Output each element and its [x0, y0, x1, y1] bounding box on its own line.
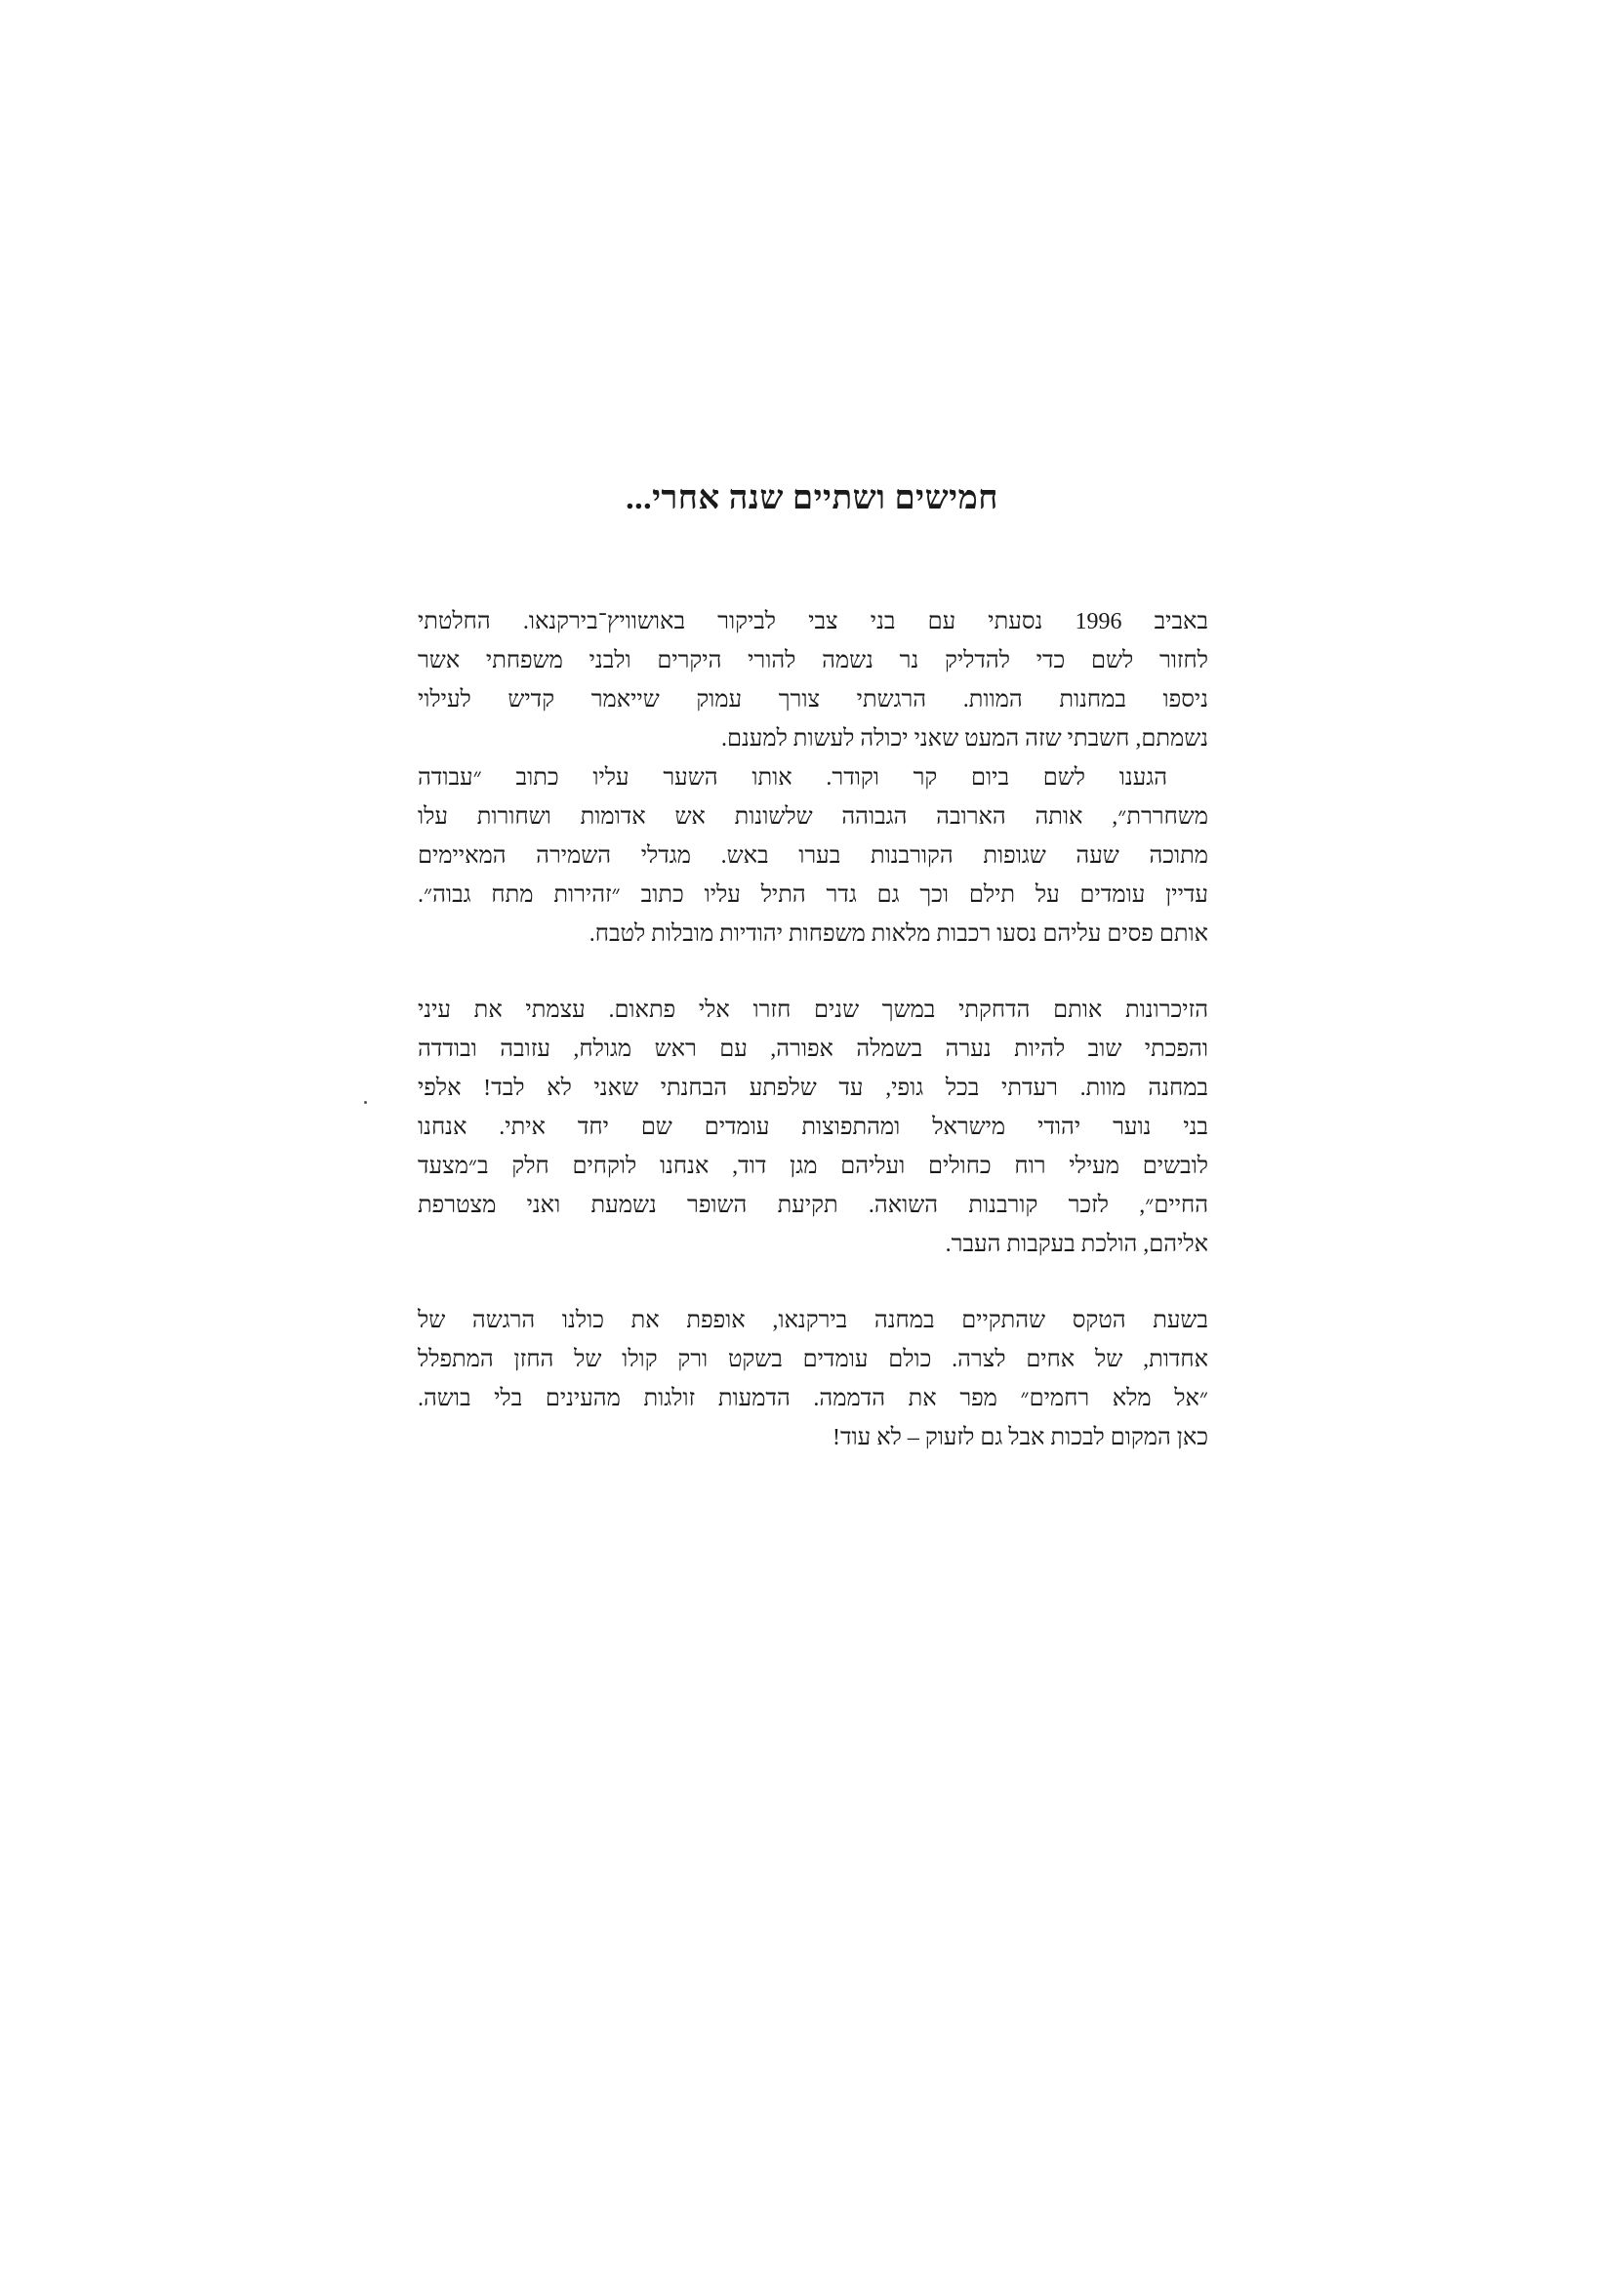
text-line: החיים״, לזכר קורבנות השואה. תקיעת השופר נשמעת ואני מצטרפת: [418, 1193, 1208, 1218]
text-line: באביב 1996 נסעתי עם בני צבי לביקור באושוויץ־בירקנאו. החלטתי: [418, 609, 1208, 634]
paragraph-3: [418, 991, 1208, 1264]
text-line: ״אל מלא רחמים״ מפר את הדממה. הדמעות זולגות מהעינים בלי בושה.: [418, 1386, 1208, 1411]
text-line: והפכתי שוב להיות נערה בשמלה אפורה, עם ראש מגולח, עזובה ובודדה: [418, 1037, 1208, 1062]
page-title: חמישים ושתיים שנה אחרי...: [626, 480, 998, 516]
text-line: מתוכה שעה שגופות הקורבנות בערו באש. מגדלי השמירה המאיימים: [418, 843, 1208, 869]
text-line: אליהם, הולכת בעקבות העבר.: [945, 1232, 1208, 1257]
text-line: אותם פסים עליהם נסעו רכבות מלאות משפחות יהודיות מובלות לטבח.: [589, 921, 1208, 947]
text-line: אחדות, של אחים לצרה. כולם עומדים בשקט ורק קולו של החזן המתפלל: [418, 1347, 1208, 1372]
scan-speck: [364, 1101, 367, 1104]
text-line: בני נוער יהודי מישראל ומהתפוצות עומדים שם יחד איתי. אנחנו: [418, 1115, 1208, 1140]
text-line: נשמתם, חשבתי שזה המעט שאני יכולה לעשות למענם.: [720, 726, 1208, 752]
text-line: כאן המקום לבכות אבל גם לזעוק – לא עוד!: [832, 1425, 1208, 1450]
text-line: במחנה מוות. רעדתי בכל גופי, עד שלפתע הבחנתי שאני לא לבד! אלפי: [418, 1076, 1208, 1101]
document-body: [418, 602, 1208, 1457]
text-line: ניספו במחנות המוות. הרגשתי צורך עמוק שייאמר קדיש לעילוי: [418, 687, 1208, 712]
text-line: הגענו לשם ביום קר וקודר. אותו השער עליו כתוב ״עבודה: [418, 765, 1167, 791]
text-line: לובשים מעילי רוח כחולים ועליהם מגן דוד, אנחנו לוקחים חלק ב״מצעד: [418, 1154, 1208, 1179]
text-line: בשעת הטקס שהתקיים במחנה בירקנאו, אופפת את כולנו הרגשה של: [418, 1308, 1208, 1333]
text-line: לחזור לשם כדי להדליק נר נשמה להורי היקרים ולבני משפחתי אשר: [418, 648, 1208, 673]
text-line: עדיין עומדים על תילם וכך גם גדר התיל עליו כתוב ״זהירות מתח גבוה״.: [418, 882, 1208, 908]
paragraph-4: [418, 1301, 1208, 1457]
paragraph-1: [418, 602, 1208, 758]
text-line: משחררת״, אותה הארובה הגבוהה שלשונות אש אדומות ושחורות עלו: [418, 804, 1208, 830]
text-line: הזיכרונות אותם הדחקתי במשך שנים חזרו אלי פתאום. עצמתי את עיני: [418, 998, 1208, 1023]
paragraph-2: [418, 758, 1208, 954]
